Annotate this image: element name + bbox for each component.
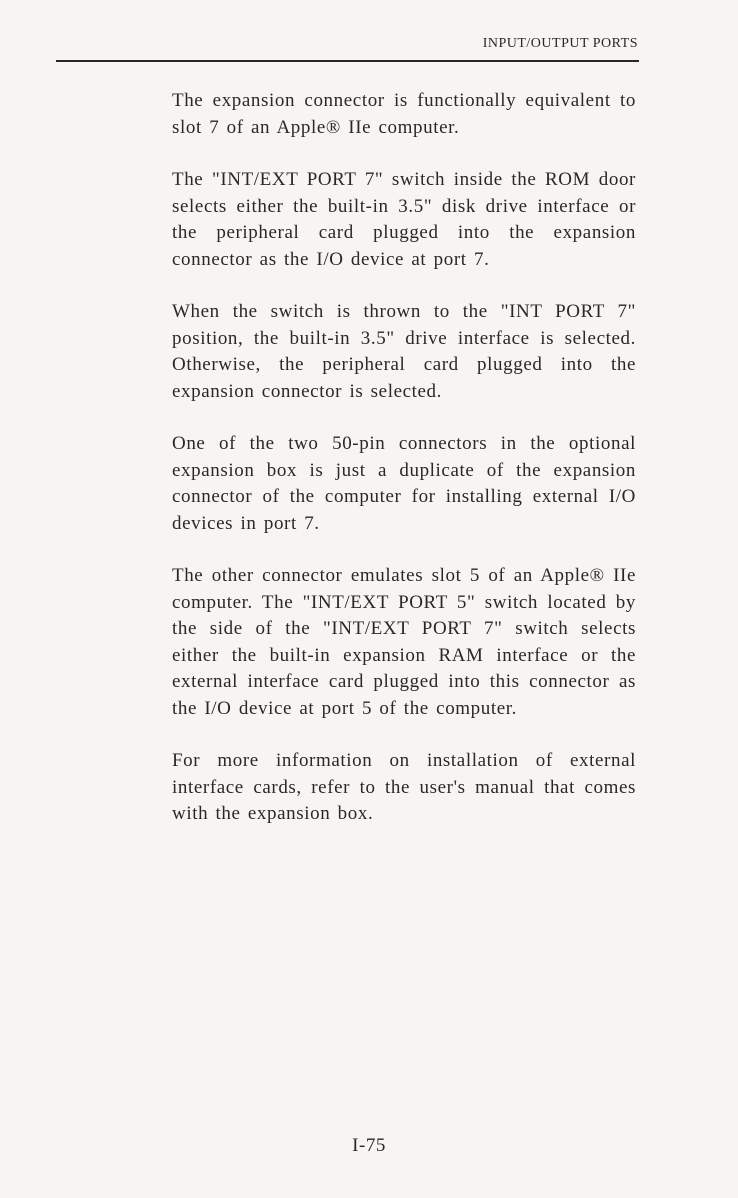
paragraph-port7-switch: The "INT/EXT PORT 7" switch inside the ROM door selects either the built-in 3.5" disk drive interface or the peripheral card plugged into the expansion connector as the I/O device at port 7. xyxy=(172,169,636,270)
paragraph-50pin-connectors: One of the two 50-pin connectors in the optional expansion box is just a duplicate of the expansion connector of the computer for installing external I/O devices in port 7. xyxy=(172,433,636,534)
paragraph-slot5-emulation: The other connector emulates slot 5 of an Apple® IIe computer. The "INT/EXT PORT 5" switch located by the side of the "INT/EXT PORT 7" switch selects either the built-in expansion RAM interface or the external interface card plugged into this connector as the I/O device at port 5 of the computer. xyxy=(172,565,636,719)
running-header: INPUT/OUTPUT PORTS xyxy=(482,36,638,51)
paragraph-expansion-connector: The expansion connector is functionally equivalent to slot 7 of an Apple® IIe computer. xyxy=(172,90,636,138)
body-text xyxy=(172,88,636,854)
paragraph-more-information: For more information on installation of external interface cards, refer to the user's manual that comes with the expansion box. xyxy=(172,750,636,824)
paragraph-int-port7-position: When the switch is thrown to the "INT PORT 7" position, the built-in 3.5" drive interface is selected. Otherwise, the peripheral card plugged into the expansion connector is selected. xyxy=(172,301,636,402)
header-rule xyxy=(56,60,639,62)
page-number: I-75 xyxy=(352,1135,386,1156)
